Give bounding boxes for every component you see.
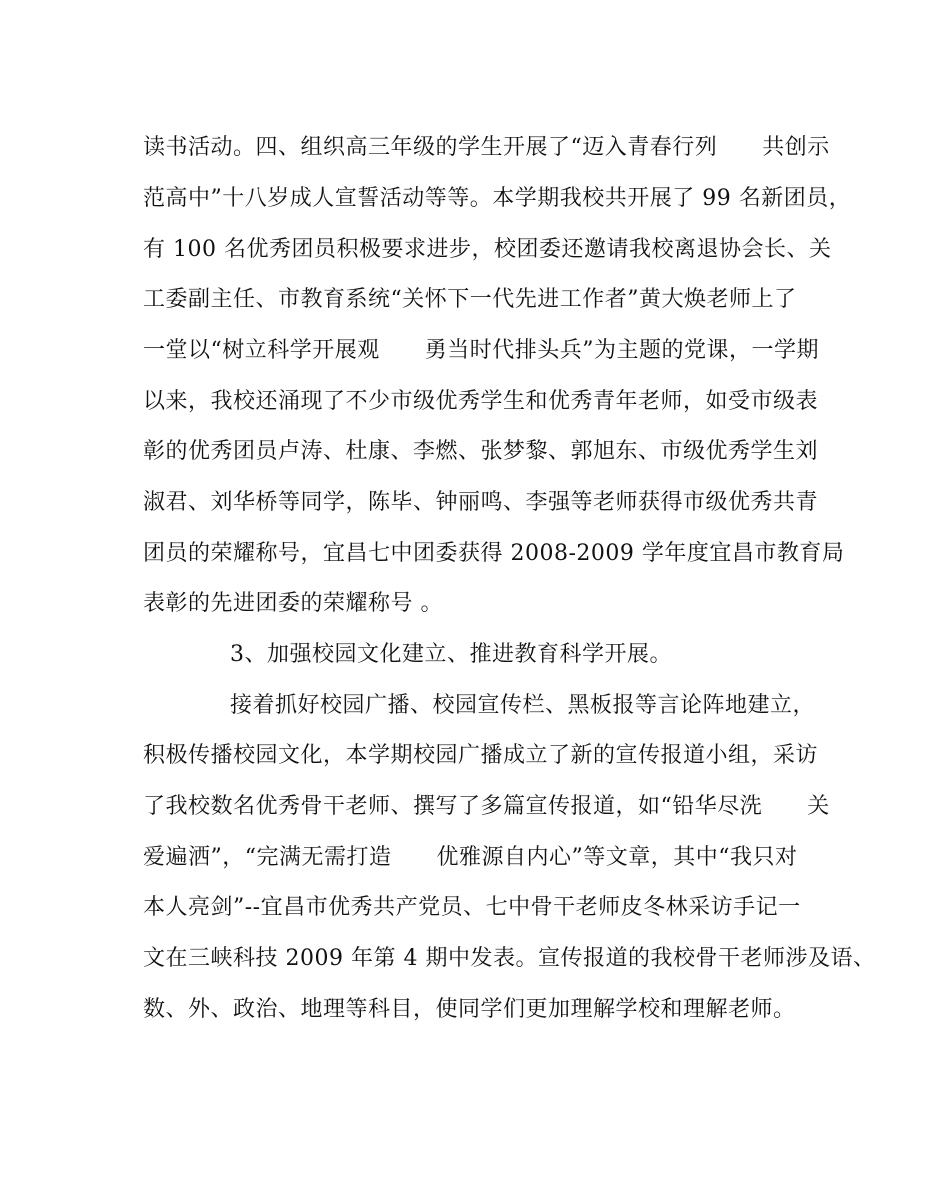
text-line: 数、外、政治、地理等科目，使同学们更加理解学校和理解老师。 (143, 997, 796, 1022)
text-line: 读书活动。四、组织高三年级的学生开展了“迈入青春行列 共创示 (143, 135, 830, 160)
text-line: 本人亮剑”--宜昌市优秀共产党员、七中骨干老师皮冬林采访手记一 (143, 895, 801, 920)
text-line: 表彰的先进团委的荣耀称号 。 (143, 591, 443, 616)
text-line: 彰的优秀团员卢涛、杜康、李燃、张梦黎、郭旭东、市级优秀学生刘 (143, 439, 819, 464)
text-line: 以来，我校还涌现了不少市级优秀学生和优秀青年老师，如受市级表 (143, 389, 819, 414)
section-heading: 3、加强校园文化建立、推进教育科学开展。 (230, 642, 672, 667)
text-line: 范高中”十八岁成人宣誓活动等等。本学期我校共开展了 99 名新团员， (143, 186, 852, 211)
text-line: 接着抓好校园广播、校园宣传栏、黑板报等言论阵地建立， (230, 693, 816, 718)
text-line: 一堂以“树立科学开展观 勇当时代排头兵”为主题的党课，一学期 (143, 338, 819, 363)
text-line: 团员的荣耀称号，宜昌七中团委获得 2008-2009 学年度宜昌市教育局 (143, 541, 845, 566)
text-line: 了我校数名优秀骨干老师、撰写了多篇宣传报道，如“铅华尽洗 关 (143, 794, 830, 819)
text-line: 工委副主任、市教育系统“关怀下一代先进工作者”黄大焕老师上了 (143, 287, 797, 312)
text-line: 淑君、刘华桥等同学，陈毕、钟丽鸣、李强等老师获得市级优秀共青 (143, 490, 819, 515)
text-line: 有 100 名优秀团员积极要求进步，校团委还邀请我校离退协会长、关 (143, 237, 832, 262)
text-line: 积极传播校园文化，本学期校园广播成立了新的宣传报道小组，采访 (143, 743, 819, 768)
text-line: 爱遍洒”，“完满无需打造 优雅源自内心”等文章，其中“我只对 (143, 845, 798, 870)
text-line: 文在三峡科技 2009 年第 4 期中发表。宣传报道的我校骨干老师涉及语、 (143, 946, 876, 971)
